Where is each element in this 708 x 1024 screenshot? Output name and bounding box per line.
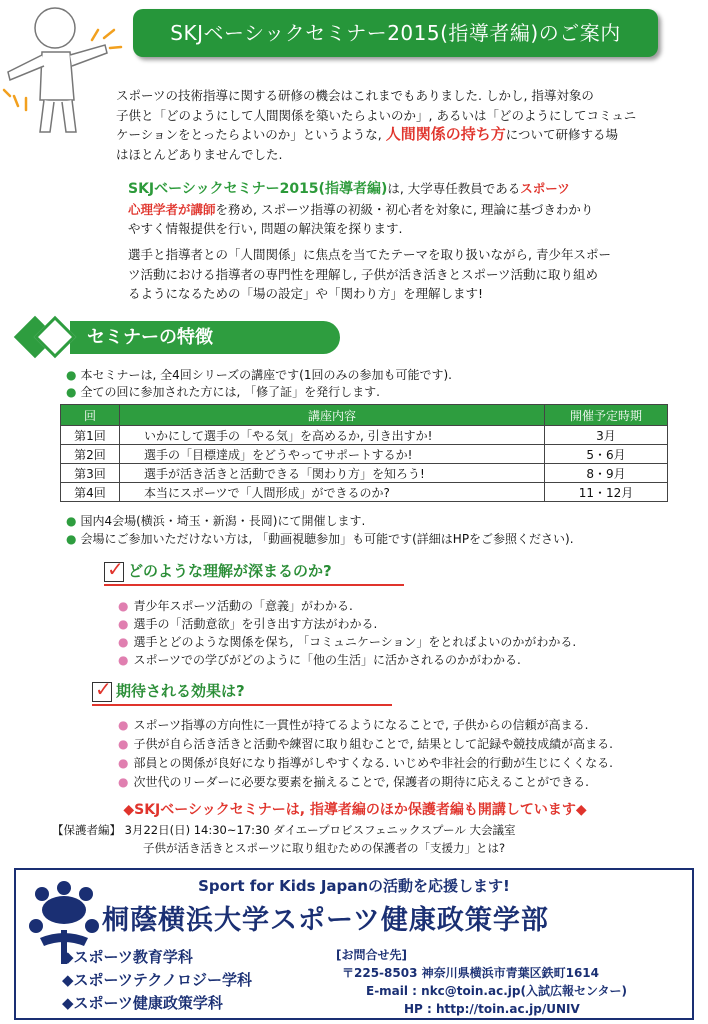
title-underline [104,584,404,586]
bullet-dot-icon: ● [66,385,77,399]
support-message: Sport for Kids Japanの活動を応援します! [198,877,510,895]
footer-box [14,868,694,1020]
parent-edition-detail: 【保護者編】 3月22日(日) 14:30~17:30 ダイエープロビスフェニックスプール 大会議室 [52,823,516,837]
text-line: るようになるための「場の設定」や「関わり方」を理解します! [128,286,484,301]
text-span: を務め, スポーツ指導の初級・初心者を対象に, 理論に基づきわかり [215,201,594,217]
table-cell: 5・6月 [545,445,668,464]
list-item-text: 青少年スポーツ活動の「意義」がわかる. [133,599,353,613]
checkmark-icon: ✓ [95,677,112,701]
contact-label: [お問合せ先] [336,948,407,962]
department-list [62,946,252,1015]
title-underline [92,704,392,706]
table-cell: 選手の「目標達成」をどうやってサポートするか! [120,445,545,464]
table-cell: 第1回 [61,426,120,445]
checkbox-check-icon [92,677,112,702]
intro-paragraph-3 [128,245,690,304]
text-line: はほとんどありませんでした. [116,146,283,162]
features-title: セミナーの特徴 [87,327,213,348]
list-item [118,717,588,735]
table-cell: 8・9月 [545,464,668,483]
table-header-row [61,405,668,426]
table-cell: 本当にスポーツで「人間形成」ができるのか? [120,483,545,502]
bullet-dot-icon: ● [118,775,129,789]
department-item: ◆スポーツテクノロジー学科 [62,971,253,989]
feature-bullet [66,367,452,383]
list-item [118,634,576,652]
table-cell: 選手が活き活きと活動できる「関わり方」を知ろう! [120,464,545,483]
effects-title: 期待される効果は? [116,682,245,700]
highlight-text: 人間関係の持ち方 [385,125,506,143]
parent-edition-notice: ◆SKJベーシックセミナーは, 指導者編のほか保護者編も開講しています◆ [123,802,587,818]
list-item-text: 選手の「活動意欲」を引き出す方法がわかる. [133,617,378,631]
page-title-banner [133,9,658,57]
bullet-dot-icon: ● [118,599,129,613]
column-header: 開催予定時期 [545,405,668,426]
intro-paragraph-1 [116,86,690,164]
list-item [118,652,521,670]
list-item [118,598,353,616]
contact-block [336,946,627,1018]
list-item [118,755,613,773]
text-line: 選手と指導者との「人間関係」に焦点を当てたテーマを取り扱いながら, 青少年スポー [128,247,611,262]
list-item-text: 次世代のリーダーに必要な要素を揃えることで, 保護者の期待に応えることができる. [133,775,589,789]
bullet-text: 全ての回に参加された方には, 「修了証」を発行します. [80,385,380,399]
bullet-dot-icon: ● [66,368,77,382]
bullet-dot-icon: ● [118,653,129,667]
contact-address: 〒225-8503 神奈川県横浜市青葉区鉄町1614 [342,966,600,980]
list-item [118,616,377,634]
table-cell: 第3回 [61,464,120,483]
text-line [128,200,690,220]
bullet-dot-icon: ● [118,635,129,649]
table-cell: いかにして選手の「やる気」を高めるか, 引き出すか! [120,426,545,445]
feature-bullet [66,513,365,529]
text-span: は, 大学専任教員である [387,181,521,196]
department-item: ◆スポーツ健康政策学科 [62,994,223,1012]
text-line: スポーツの技術指導に関する研修の機会はこれまでもありました. しかし, 指導対象の [116,88,594,103]
table-row [61,445,668,464]
department-item: ◆スポーツ教育学科 [62,948,193,966]
bullet-dot-icon: ● [66,514,77,528]
bullet-dot-icon: ● [118,617,129,631]
column-header: 回 [61,405,120,426]
highlight-text: スポーツ [520,181,570,196]
parent-edition-subtitle: 子供が活き活きとスポーツに取り組むための保護者の「支援力」とは? [143,841,506,855]
text-line: やすく情報提供を行い, 問題の解決策を探ります. [128,221,403,236]
text-span: ケーションをとったらよいのか」というような, [116,127,386,142]
table-cell: 3月 [545,426,668,445]
text-span: について研修する場 [505,127,618,142]
feature-bullet [66,531,574,547]
bullet-text: 会場にご参加いただけない方は, 「動画視聴参加」も可能です(詳細はHPをご参照ください). [80,532,574,546]
table-cell: 第4回 [61,483,120,502]
list-item-text: スポーツでの学びがどのように「他の生活」に活かされるのかがわかる. [133,653,521,667]
stick-figure-illustration [0,0,125,140]
checkbox-check-icon [104,557,124,582]
table-row [61,464,668,483]
checkmark-icon: ✓ [107,557,124,581]
page-title: SKJベーシックセミナー2015(指導者編)のご案内 [170,21,621,45]
bullet-text: 本セミナーは, 全4回シリーズの講座です(1回のみの参加も可能です). [80,368,452,382]
bullet-dot-icon: ● [118,756,129,770]
schedule-table [60,404,668,502]
table-cell: 第2回 [61,445,120,464]
column-header: 講座内容 [120,405,545,426]
bullet-dot-icon: ● [66,532,77,546]
seminar-name: SKJベーシックセミナー2015(指導者編) [128,181,388,197]
understanding-title: どのような理解が深まるのか? [128,562,332,580]
list-item-text: スポーツ指導の方向性に一貫性が持てるようになることで, 子供からの信頼が高まる. [133,718,589,732]
bullet-dot-icon: ● [118,737,129,751]
list-item [118,774,589,792]
contact-homepage-link[interactable]: HP : http://toin.ac.jp/UNIV [404,1002,580,1016]
table-cell: 11・12月 [545,483,668,502]
bullet-text: 国内4会場(横浜・埼玉・新潟・長岡)にて開催します. [80,514,366,528]
list-item-text: 子供が自ら活き活きと活動や練習に取り組むことで, 結果として記録や競技成績が高まる. [133,737,613,751]
table-row [61,483,668,502]
contact-email[interactable]: E-mail : nkc@toin.ac.jp(入試広報センター) [366,984,627,998]
list-item-text: 部員との関係が良好になり指導がしやすくなる. いじめや非社会的行動が生じにくくなる. [133,756,613,770]
feature-bullet [66,384,380,400]
text-line: 子供と「どのようにして人間関係を築いたらよいのか」, あるいは「どのようにしてコミュニ [116,107,637,123]
bullet-dot-icon: ● [118,718,129,732]
intro-paragraph-2 [128,179,690,239]
text-line [128,179,690,200]
list-item-text: 選手とどのような関係を保ち, 「コミュニケーション」をとればよいのかがわかる. [133,635,577,649]
list-item [118,736,613,754]
table-row [61,426,668,445]
highlight-text: 心理学者が講師 [128,201,216,217]
text-line: ツ活動における指導者の専門性を理解し, 子供が活き活きとスポーツ活動に取り組め [128,266,598,282]
text-line [116,125,690,145]
university-name: 桐蔭横浜大学スポーツ健康政策学部 [102,905,549,936]
